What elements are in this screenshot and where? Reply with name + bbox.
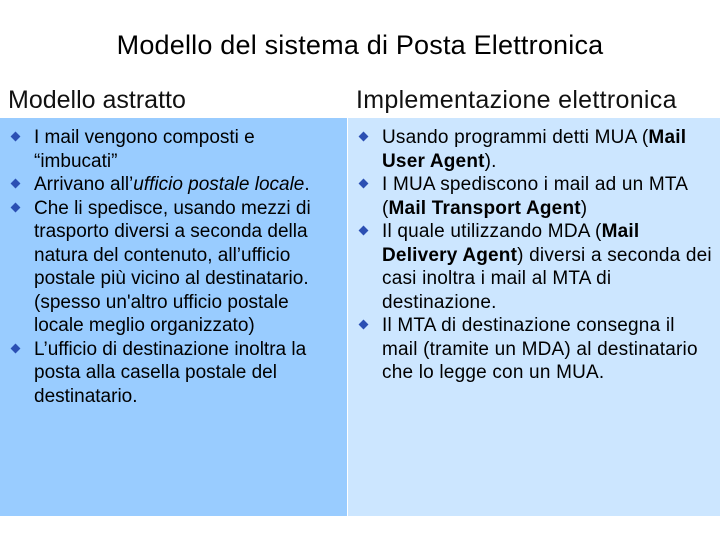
diamond-bullet-icon	[359, 179, 369, 189]
right-bullet-item	[348, 220, 720, 314]
left-bullet-item	[0, 126, 347, 173]
left-bullet-text: Che li spedisce, usando mezzi di trasporto diversi a seconda della natura del contenuto, all’ufficio postale più vicino al destinatario. (spesso un'altro ufficio postale locale meglio organizzato)	[34, 197, 311, 336]
right-column-heading: Implementazione elettronica	[356, 86, 677, 114]
slide-title: Modello del sistema di Posta Elettronica	[116, 30, 604, 60]
left-bullet-text: .	[304, 174, 310, 195]
right-bullet-text: Mail Transport Agent	[388, 197, 581, 219]
right-bullet-text: )	[580, 197, 588, 219]
left-column-heading: Modello astratto	[8, 86, 186, 114]
diamond-bullet-icon	[359, 320, 369, 330]
right-bullet-text: ).	[484, 150, 497, 172]
diamond-bullet-icon	[11, 343, 21, 353]
right-bullet-text: Il quale utilizzando MDA (	[382, 221, 602, 242]
right-bullet-text: Il MTA di destinazione consegna il mail (tramite un MDA) al destinatario che lo legge con un MUA.	[382, 315, 698, 383]
right-bullet-item	[348, 173, 720, 220]
right-bullet-text: I MUA spediscono i mail ad un MTA (	[382, 174, 688, 219]
left-panel	[0, 118, 347, 516]
right-bullet-item	[348, 314, 720, 385]
left-bullet-item	[0, 173, 347, 197]
right-bullet-text: ) diversi a seconda dei casi inoltra i mail al MTA di destinazione.	[382, 244, 712, 313]
right-bullet-text: Mail User Agent	[382, 127, 687, 172]
right-panel	[348, 118, 720, 516]
left-bullet-text: Arrivano all’	[34, 174, 134, 195]
diamond-bullet-icon	[11, 202, 21, 212]
left-bullet-item	[0, 338, 347, 409]
left-bullet-item	[0, 197, 347, 338]
left-bullet-list	[0, 126, 347, 408]
right-bullet-text: Mail Delivery Agent	[382, 221, 640, 266]
diamond-bullet-icon	[11, 179, 21, 189]
left-bullet-text: L’ufficio di destinazione inoltra la posta alla casella postale del destinatario.	[34, 338, 307, 407]
diamond-bullet-icon	[359, 132, 369, 142]
left-bullet-text: I mail vengono composti e “imbucati”	[34, 127, 255, 172]
diamond-bullet-icon	[11, 132, 21, 142]
left-bullet-text: ufficio postale locale	[133, 174, 305, 195]
right-bullet-item	[348, 126, 720, 173]
right-bullet-list	[348, 126, 720, 385]
diamond-bullet-icon	[359, 226, 369, 236]
right-bullet-text: Usando programmi detti MUA (	[382, 127, 649, 148]
